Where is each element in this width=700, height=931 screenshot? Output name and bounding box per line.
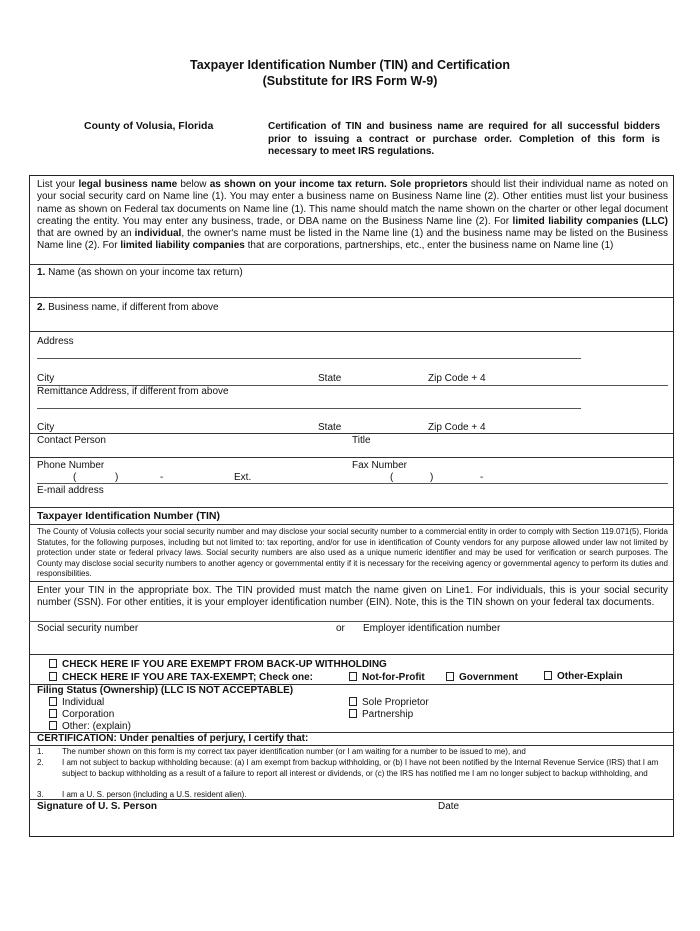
cert-item-1: The number shown on this form is my correct tax payer identification number (or I am waiting for a number to be issued to me), and xyxy=(62,747,526,756)
government-checkbox[interactable]: Government xyxy=(446,672,518,684)
divider xyxy=(29,433,674,434)
county-name: County of Volusia, Florida xyxy=(84,120,214,132)
form-subtitle: (Substitute for IRS Form W-9) xyxy=(262,74,438,88)
remittance-field[interactable] xyxy=(37,408,581,409)
city-label-2: City xyxy=(37,422,55,433)
divider xyxy=(29,745,674,746)
checkbox-icon xyxy=(49,672,57,681)
tax-exempt-checkbox[interactable]: CHECK HERE IF YOU ARE TAX-EXEMPT; Check one: xyxy=(49,672,313,684)
fax-paren-close: ) xyxy=(430,472,434,483)
remittance-label: Remittance Address, if different from above xyxy=(37,386,229,397)
phone-dash: - xyxy=(160,472,164,483)
fax-paren-open: ( xyxy=(390,472,394,483)
divider xyxy=(29,654,674,655)
sole-proprietor-checkbox[interactable]: Sole Proprietor xyxy=(349,697,429,709)
checkbox-icon xyxy=(49,659,57,668)
partnership-checkbox[interactable]: Partnership xyxy=(349,709,413,721)
ext-label: Ext. xyxy=(234,472,252,483)
other-explain-checkbox[interactable]: Other-Explain xyxy=(544,671,623,683)
phone-paren-open: ( xyxy=(73,472,77,483)
divider xyxy=(29,507,674,508)
checkbox-icon xyxy=(49,709,57,718)
state-label: State xyxy=(318,373,342,384)
filing-status-heading: Filing Status (Ownership) (LLC IS NOT ACCEPTABLE) xyxy=(37,685,294,696)
address-field[interactable] xyxy=(37,358,581,359)
checkbox-icon xyxy=(349,697,357,706)
individual-checkbox[interactable]: Individual xyxy=(49,697,104,709)
contact-person-label: Contact Person xyxy=(37,435,106,446)
or-label: or xyxy=(336,623,345,634)
tin-privacy-notice: The County of Volusia collects your social security number and may disclose your social security number to a commercial entity in order to comply with Section 119.071(5), Florida Statutes, for the following purposes, including but not limited to: tax reporting, and/or for use in identification of County vendors for any purpose allowed under law not limited by protection under state or federal privacy laws. Social security numbers are also used as a unique numeric identifier and may be used for verification or search purposes. The County may disclose social security numbers to another agency or governmental entity if it is necessary for the receiving agency or governmental agency to perform its duties and responsibilities. xyxy=(37,527,668,579)
divider xyxy=(29,799,674,800)
checkbox-icon xyxy=(349,709,357,718)
divider xyxy=(29,264,674,265)
email-label: E-mail address xyxy=(37,485,104,496)
divider xyxy=(29,297,674,298)
fax-label: Fax Number xyxy=(352,460,408,471)
cert-item-2: I am not subject to backup withholding because: (a) I am exempt from backup withholding, or (b) I have not been notified by the Internal Revenue Service (IRS) that I am subject to backup withholding as a result of a failure to report all interest or dividends, or (c) the IRS has notified me I am no longer subject to backup withholding, and xyxy=(62,758,659,778)
certification-note: Certification of TIN and business name are required for all successful bidders prior to issuing a contract or purchase order. Completion of this form is necessary to meet IRS regulations. xyxy=(268,121,660,157)
other-status-checkbox[interactable]: Other: (explain) xyxy=(49,721,131,733)
instructions: List your legal business name below as shown on your income tax return. Sole proprietors should list their individual name as noted on your social security card on Name line (1). You may enter a business name on Business Name line (2). Other entities must list your business name as shown on Federal tax documents on Name line (1). This name should match the name shown on the charter or other legal document creating the entity. You may enter any business, trade, or DBA name on the Business Name line (2). For limited liability companies (LLC) that are owned by an individual, the owner's name must be listed in the Name line (1) and the business name may be listed on the Business Name line (2). For limited liability companies that are corporations, partnerships, etc., enter the business name on Name line (1) xyxy=(37,179,669,252)
fax-dash: - xyxy=(480,472,484,483)
tin-instructions: Enter your TIN in the appropriate box. The TIN provided must match the name given on Line1. For individuals, this is your social security number (SSN). For other entities, it is your employer identification number (EIN). Note, this is the TIN shown on your federal tax documents. xyxy=(37,585,668,609)
not-for-profit-checkbox[interactable]: Not-for-Profit xyxy=(349,672,425,684)
signature-field[interactable]: Signature of U. S. Person xyxy=(37,801,158,812)
phone-paren-close: ) xyxy=(115,472,119,483)
form-title: Taxpayer Identification Number (TIN) and Certification xyxy=(190,58,510,72)
ssn-label: Social security number xyxy=(37,623,139,634)
ein-label: Employer identification number xyxy=(363,623,501,634)
date-field[interactable]: Date xyxy=(438,801,460,812)
cert-item-3: I am a U. S. person (including a U.S. resident alien). xyxy=(62,790,247,799)
divider xyxy=(29,581,674,582)
tin-heading: Taxpayer Identification Number (TIN) xyxy=(37,510,220,522)
zip-label-2: Zip Code + 4 xyxy=(428,422,486,433)
checkbox-icon xyxy=(49,697,57,706)
name-field[interactable]: 1. Name (as shown on your income tax return) xyxy=(37,267,243,278)
checkbox-icon xyxy=(349,672,357,681)
business-name-field[interactable]: 2. Business name, if different from above xyxy=(37,302,219,313)
divider xyxy=(29,524,674,525)
divider xyxy=(29,457,674,458)
zip-label: Zip Code + 4 xyxy=(428,373,486,384)
address-label: Address xyxy=(37,336,74,347)
corporation-checkbox[interactable]: Corporation xyxy=(49,709,114,721)
checkbox-icon xyxy=(544,671,552,680)
state-label-2: State xyxy=(318,422,342,433)
title-label: Title xyxy=(352,435,371,446)
cert-number-1: 1. xyxy=(37,747,44,756)
cert-number-3: 3. xyxy=(37,790,44,799)
checkbox-icon xyxy=(446,672,454,681)
phone-label: Phone Number xyxy=(37,460,105,471)
divider xyxy=(29,621,674,622)
checkbox-icon xyxy=(49,721,57,730)
city-label: City xyxy=(37,373,55,384)
cert-number-2: 2. xyxy=(37,758,44,767)
divider xyxy=(29,331,674,332)
certification-heading: CERTIFICATION: Under penalties of perjury, I certify that: xyxy=(37,733,309,744)
backup-exempt-checkbox[interactable]: CHECK HERE IF YOU ARE EXEMPT FROM BACK-UP WITHHOLDING xyxy=(49,659,387,671)
phone-field[interactable] xyxy=(37,483,668,484)
